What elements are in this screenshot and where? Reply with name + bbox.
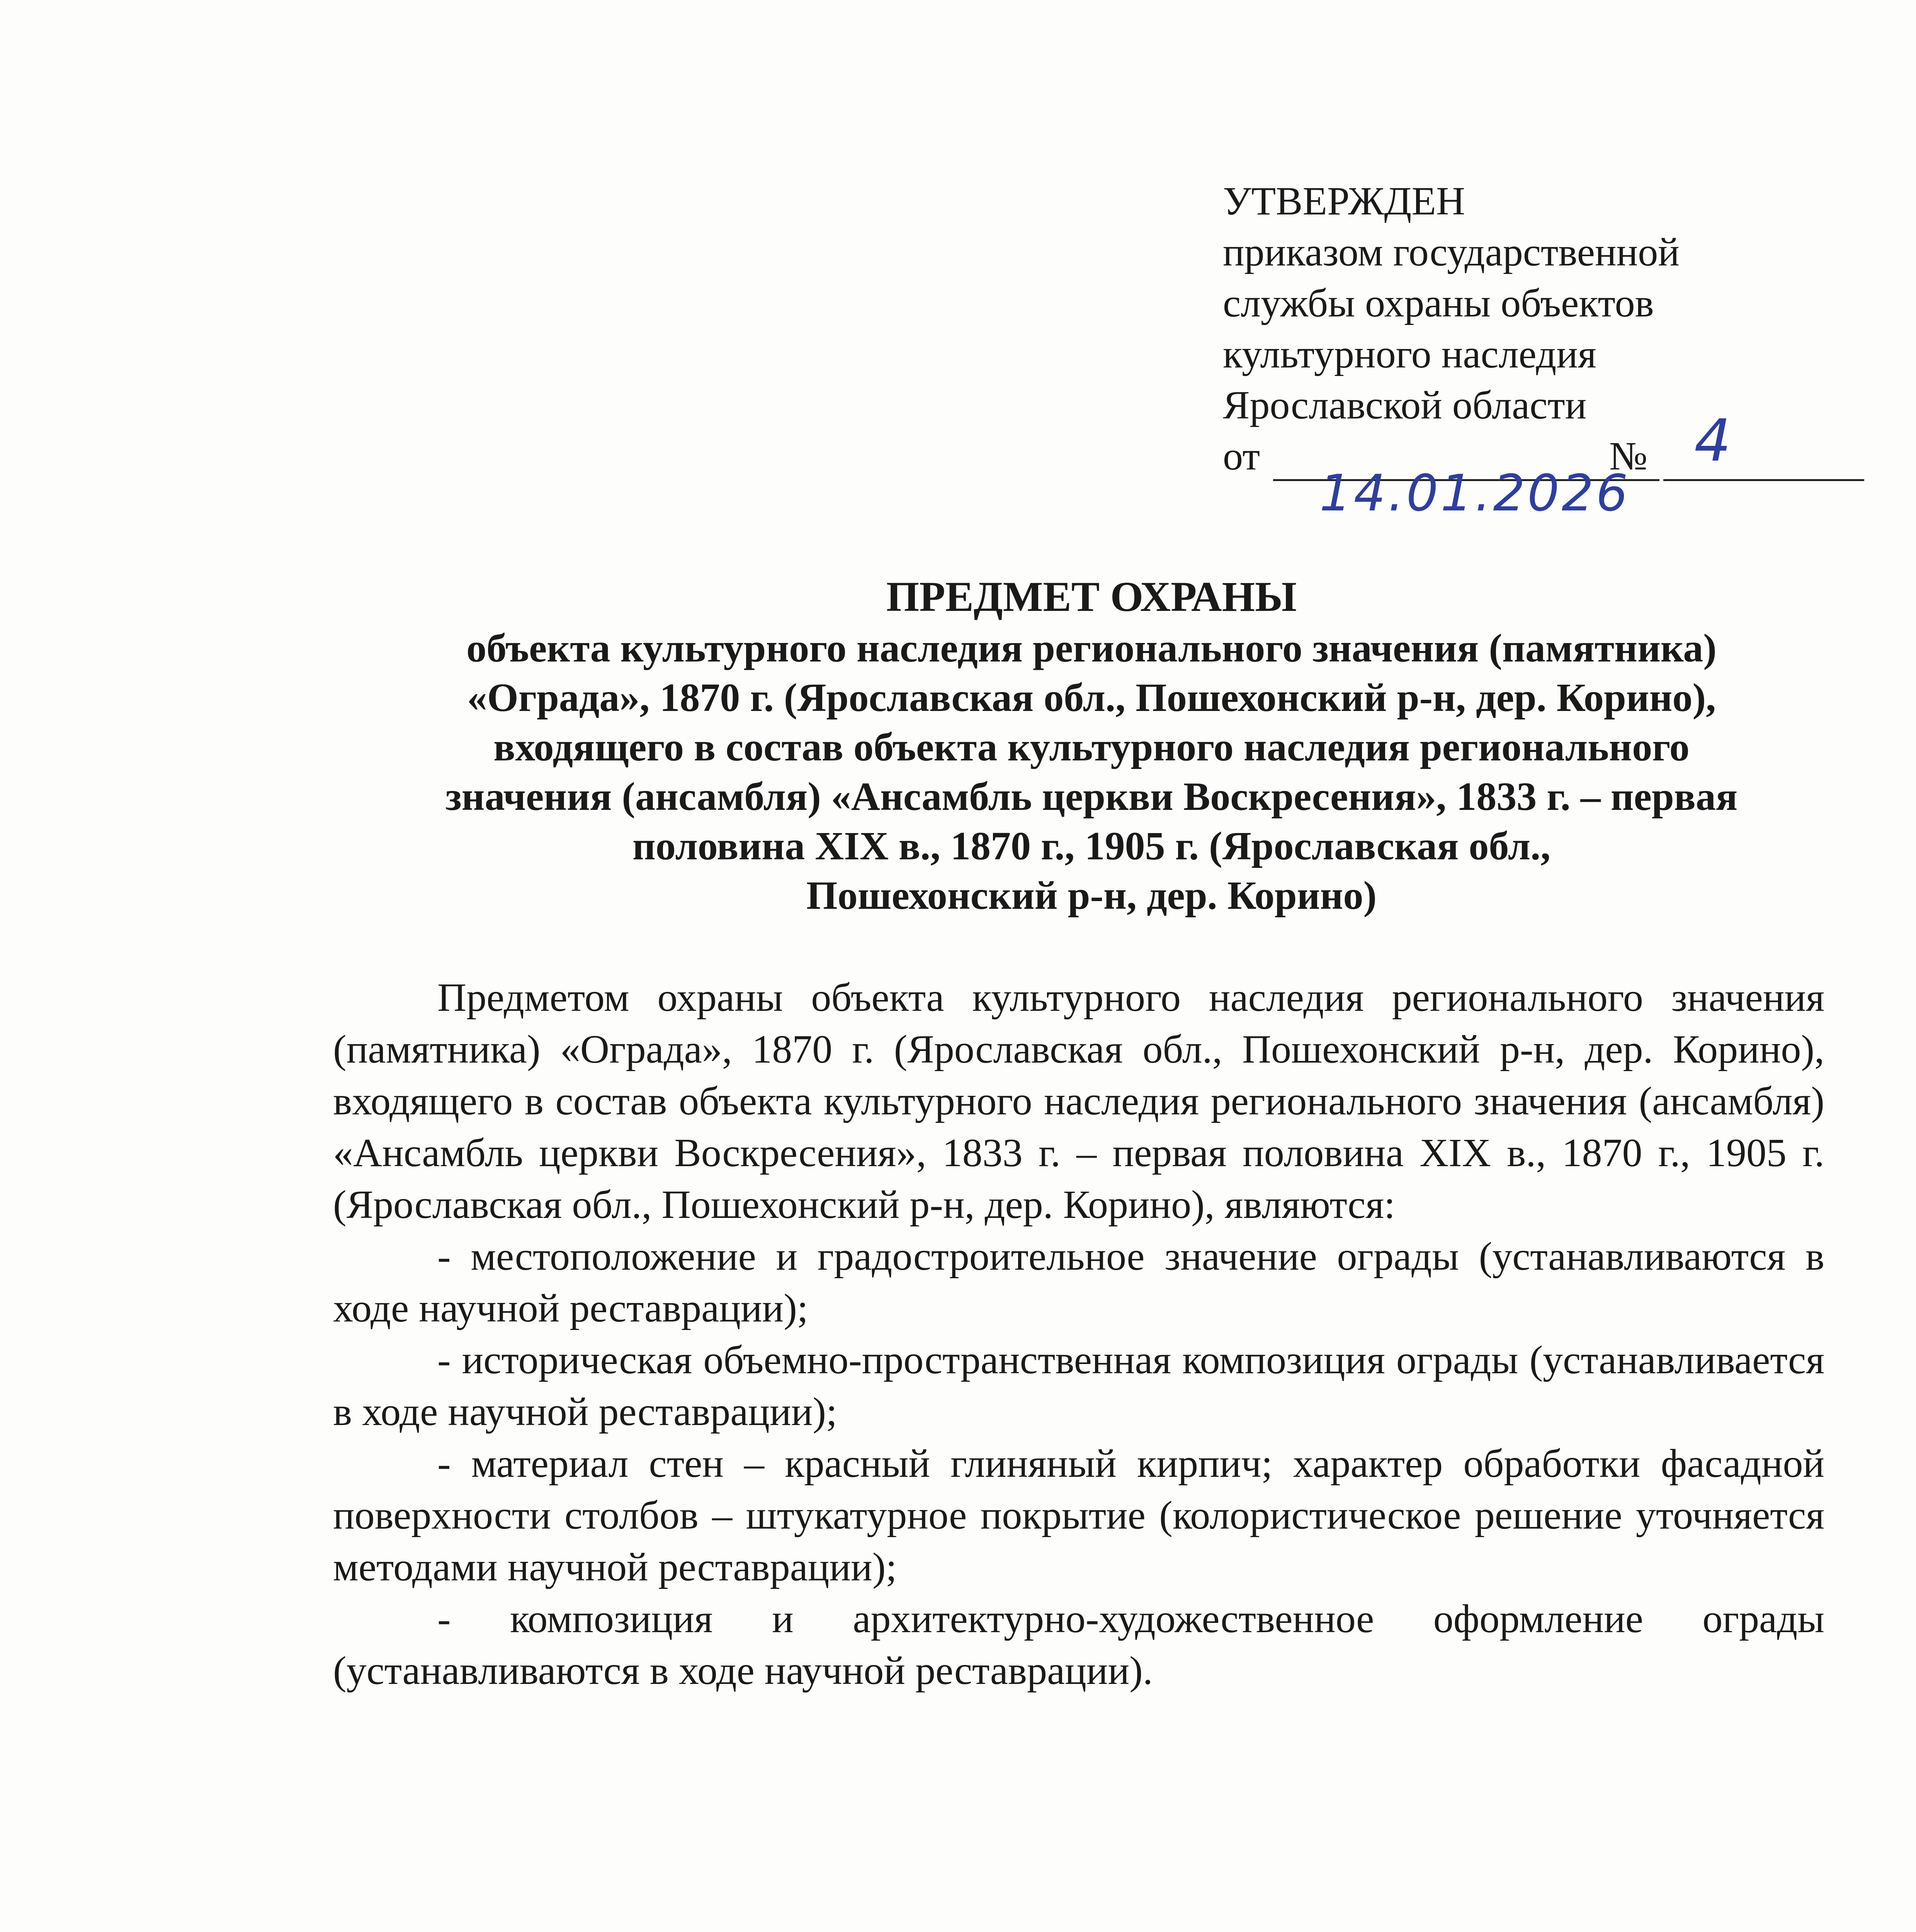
intro-paragraph: Предметом охраны объекта культурного наследия регионального значения (памятника) «Ограда», 1870 г. (Ярославская обл., Пошехонский р-н, дер. Корино), входящего в состав объекта культурного наследия регионального значения (ансамбля) «Ансамбль церкви Воскресения», 1833 г. – первая половина XIX в., 1870 г., 1905 г. (Ярославская обл., Пошехонский р-н, дер. Корино), являются:	[333, 975, 1824, 1227]
approval-heading: УТВЕРЖДЕН	[1223, 179, 1465, 223]
approval-line: культурного наследия	[1223, 332, 1596, 376]
number-sign: №	[1609, 434, 1648, 478]
approval-block	[1223, 176, 1822, 522]
page-title: ПРЕДМЕТ ОХРАНЫ	[886, 573, 1297, 620]
title-line: «Ограда», 1870 г. (Ярославская обл., Пошехонский р-н, дер. Корино),	[467, 675, 1716, 720]
list-item: - историческая объемно-пространственная композиция ограды (устанавливается в ходе научной реставрации);	[333, 1338, 1824, 1434]
document-body	[333, 972, 1824, 1697]
number-underline	[1663, 479, 1864, 481]
approval-line: службы охраны объектов	[1223, 281, 1654, 325]
handwritten-date: 14.01.2026	[1319, 464, 1630, 522]
title-line: половина XIX в., 1870 г., 1905 г. (Ярославская обл.,	[632, 824, 1551, 868]
order-date-number-line	[1223, 407, 1822, 522]
approval-line: приказом государственной	[1223, 230, 1680, 274]
handwritten-number: 4	[1694, 407, 1731, 474]
list-item: - местоположение и градостроительное значение ограды (устанавливаются в ходе научной реставрации);	[333, 1234, 1824, 1330]
title-line: входящего в состав объекта культурного наследия регионального	[493, 725, 1690, 769]
title-line: значения (ансамбля) «Ансамбль церкви Воскресения», 1833 г. – первая	[445, 774, 1738, 819]
date-prefix: от	[1223, 434, 1260, 478]
list-item: - композиция и архитектурно-художественное оформление ограды (устанавливаются в ходе научной реставрации).	[333, 1597, 1824, 1693]
list-item: - материал стен – красный глиняный кирпич; характер обработки фасадной поверхности столбов – штукатурное покрытие (колористическое решение уточняется методами научной реставрации);	[333, 1441, 1824, 1589]
approval-line: Ярославской области	[1223, 383, 1587, 427]
date-underline	[1273, 464, 1659, 522]
title-line: Пошехонский р-н, дер. Корино)	[806, 873, 1377, 918]
title-line: объекта культурного наследия регионального значения (памятника)	[466, 626, 1717, 670]
document-title	[348, 572, 1835, 920]
